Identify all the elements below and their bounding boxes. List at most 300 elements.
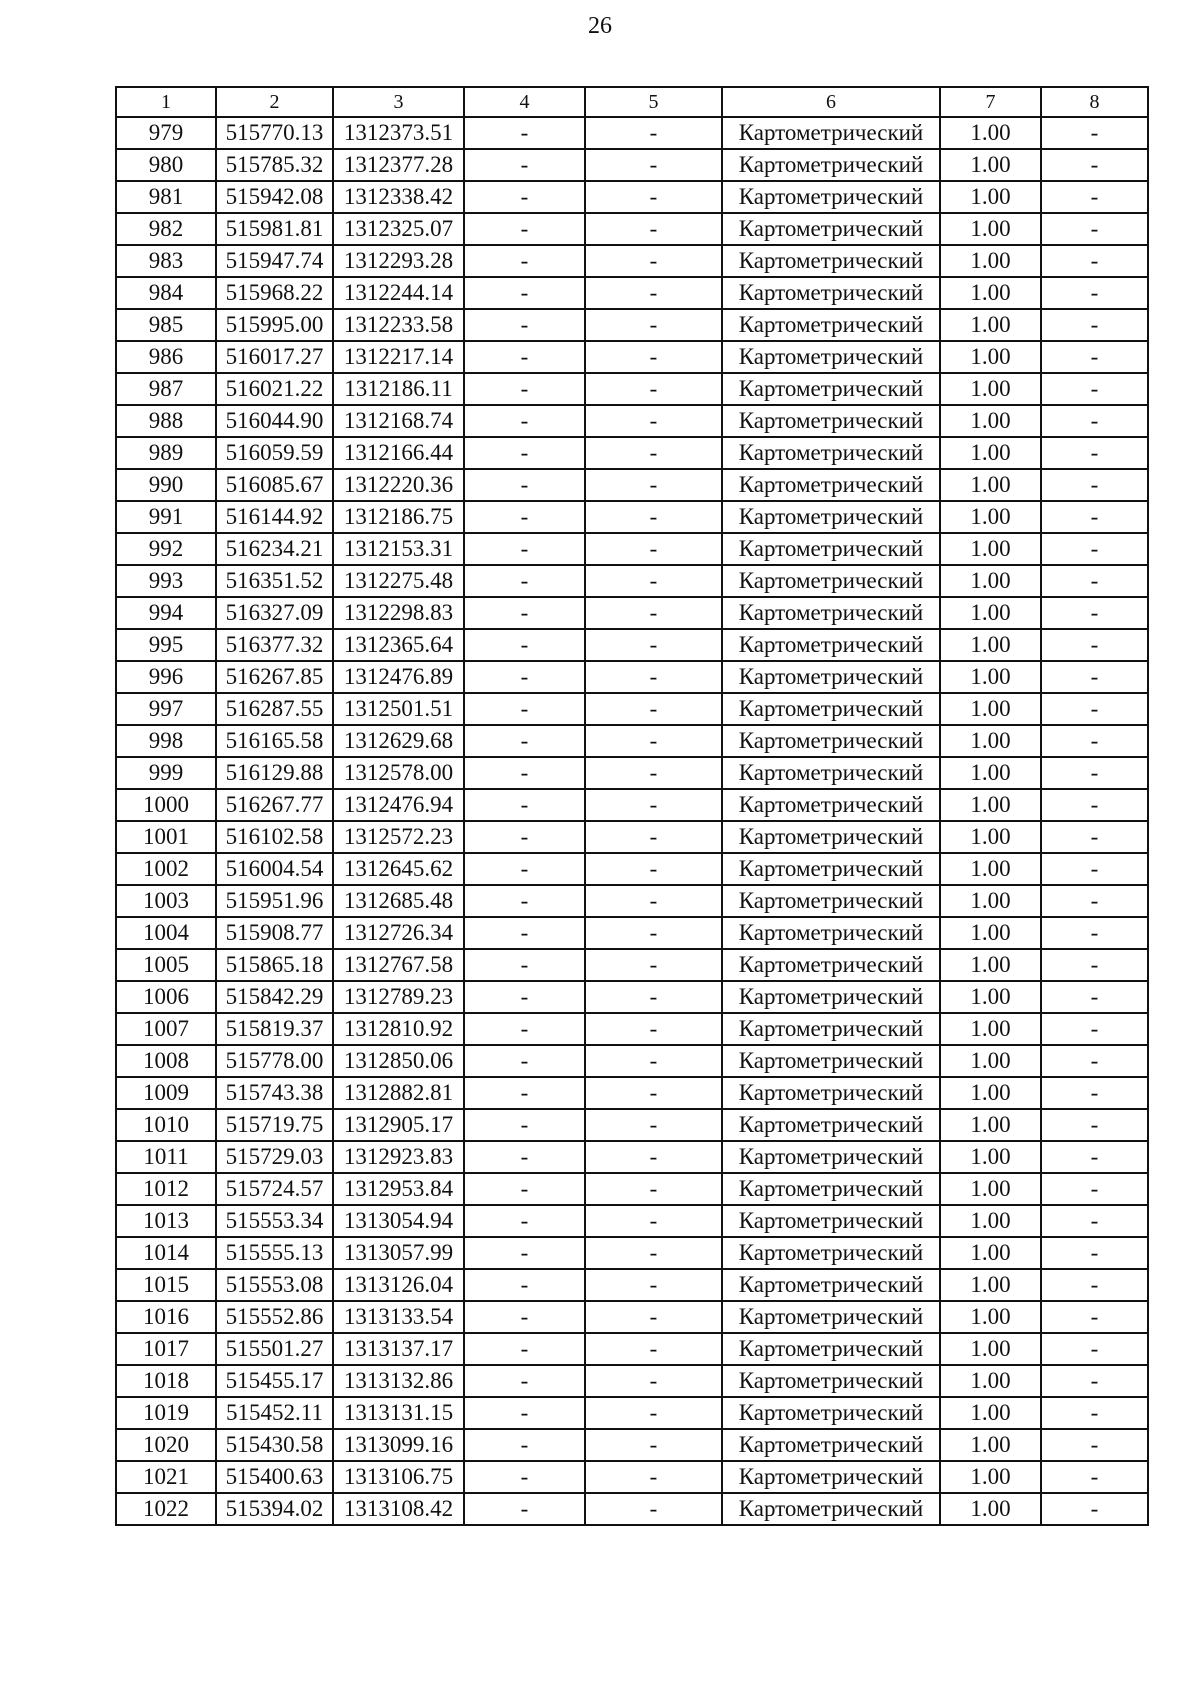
- cell-accuracy: 1.00: [940, 629, 1041, 661]
- cell-col-5: -: [585, 1173, 722, 1205]
- cell-col-5: -: [585, 405, 722, 437]
- cell-col-4: -: [464, 757, 585, 789]
- cell-method: Картометрический: [722, 533, 940, 565]
- cell-point-number: 990: [116, 469, 216, 501]
- table-row: [116, 629, 1148, 661]
- cell-col-5: -: [585, 341, 722, 373]
- cell-coord-x: 516085.67: [216, 469, 333, 501]
- cell-col-4: -: [464, 789, 585, 821]
- cell-point-number: 994: [116, 597, 216, 629]
- cell-coord-x: 515400.63: [216, 1461, 333, 1493]
- cell-coord-x: 516267.85: [216, 661, 333, 693]
- cell-point-number: 1004: [116, 917, 216, 949]
- cell-point-number: 986: [116, 341, 216, 373]
- cell-col-8: -: [1041, 1333, 1148, 1365]
- cell-col-8: -: [1041, 1077, 1148, 1109]
- cell-method: Картометрический: [722, 501, 940, 533]
- cell-col-4: -: [464, 341, 585, 373]
- cell-coord-x: 515981.81: [216, 213, 333, 245]
- cell-coord-x: 515552.86: [216, 1301, 333, 1333]
- cell-coord-y: 1313099.16: [333, 1429, 464, 1461]
- cell-col-4: -: [464, 373, 585, 405]
- cell-coord-x: 516351.52: [216, 565, 333, 597]
- cell-accuracy: 1.00: [940, 1397, 1041, 1429]
- cell-point-number: 1002: [116, 853, 216, 885]
- cell-col-4: -: [464, 437, 585, 469]
- cell-coord-y: 1312153.31: [333, 533, 464, 565]
- cell-coord-x: 515968.22: [216, 277, 333, 309]
- cell-coord-x: 515842.29: [216, 981, 333, 1013]
- cell-accuracy: 1.00: [940, 309, 1041, 341]
- cell-coord-y: 1312578.00: [333, 757, 464, 789]
- cell-col-8: -: [1041, 981, 1148, 1013]
- cell-coord-x: 515455.17: [216, 1365, 333, 1397]
- cell-col-8: -: [1041, 213, 1148, 245]
- cell-coord-y: 1312850.06: [333, 1045, 464, 1077]
- cell-col-5: -: [585, 181, 722, 213]
- cell-method: Картометрический: [722, 725, 940, 757]
- cell-col-8: -: [1041, 725, 1148, 757]
- cell-col-4: -: [464, 469, 585, 501]
- cell-accuracy: 1.00: [940, 373, 1041, 405]
- cell-accuracy: 1.00: [940, 1141, 1041, 1173]
- cell-accuracy: 1.00: [940, 1109, 1041, 1141]
- cell-point-number: 1021: [116, 1461, 216, 1493]
- column-header-3: 3: [333, 87, 464, 117]
- table-row: [116, 1045, 1148, 1077]
- cell-col-5: -: [585, 789, 722, 821]
- table-row: [116, 1109, 1148, 1141]
- cell-col-5: -: [585, 885, 722, 917]
- cell-method: Картометрический: [722, 1109, 940, 1141]
- cell-col-5: -: [585, 373, 722, 405]
- cell-col-8: -: [1041, 149, 1148, 181]
- cell-method: Картометрический: [722, 469, 940, 501]
- cell-col-4: -: [464, 277, 585, 309]
- cell-accuracy: 1.00: [940, 1077, 1041, 1109]
- cell-accuracy: 1.00: [940, 1333, 1041, 1365]
- cell-col-8: -: [1041, 1429, 1148, 1461]
- cell-method: Картометрический: [722, 1493, 940, 1525]
- cell-method: Картометрический: [722, 1013, 940, 1045]
- cell-col-8: -: [1041, 501, 1148, 533]
- cell-coord-x: 515819.37: [216, 1013, 333, 1045]
- table-row: [116, 117, 1148, 149]
- cell-col-8: -: [1041, 1141, 1148, 1173]
- cell-coord-x: 515555.13: [216, 1237, 333, 1269]
- cell-accuracy: 1.00: [940, 725, 1041, 757]
- cell-coord-x: 516059.59: [216, 437, 333, 469]
- cell-col-4: -: [464, 1365, 585, 1397]
- table-row: [116, 1333, 1148, 1365]
- cell-coord-y: 1313133.54: [333, 1301, 464, 1333]
- cell-col-4: -: [464, 981, 585, 1013]
- cell-accuracy: 1.00: [940, 1365, 1041, 1397]
- cell-coord-y: 1312166.44: [333, 437, 464, 469]
- cell-coord-y: 1313131.15: [333, 1397, 464, 1429]
- cell-accuracy: 1.00: [940, 1173, 1041, 1205]
- cell-method: Картометрический: [722, 1397, 940, 1429]
- column-header-8: 8: [1041, 87, 1148, 117]
- cell-col-4: -: [464, 1141, 585, 1173]
- cell-coord-x: 515452.11: [216, 1397, 333, 1429]
- cell-coord-x: 515501.27: [216, 1333, 333, 1365]
- cell-point-number: 998: [116, 725, 216, 757]
- table-row: [116, 149, 1148, 181]
- cell-coord-y: 1312186.11: [333, 373, 464, 405]
- cell-method: Картометрический: [722, 245, 940, 277]
- table-row: [116, 213, 1148, 245]
- cell-accuracy: 1.00: [940, 981, 1041, 1013]
- cell-point-number: 1005: [116, 949, 216, 981]
- table-row: [116, 1397, 1148, 1429]
- cell-col-4: -: [464, 1013, 585, 1045]
- cell-accuracy: 1.00: [940, 437, 1041, 469]
- table-row: [116, 1237, 1148, 1269]
- cell-col-5: -: [585, 757, 722, 789]
- cell-accuracy: 1.00: [940, 853, 1041, 885]
- cell-coord-x: 515778.00: [216, 1045, 333, 1077]
- cell-coord-x: 516267.77: [216, 789, 333, 821]
- cell-point-number: 980: [116, 149, 216, 181]
- cell-accuracy: 1.00: [940, 1301, 1041, 1333]
- cell-col-4: -: [464, 725, 585, 757]
- cell-coord-y: 1312923.83: [333, 1141, 464, 1173]
- table-header-row: [116, 87, 1148, 117]
- cell-col-8: -: [1041, 245, 1148, 277]
- cell-accuracy: 1.00: [940, 789, 1041, 821]
- cell-point-number: 995: [116, 629, 216, 661]
- cell-col-4: -: [464, 917, 585, 949]
- cell-col-8: -: [1041, 693, 1148, 725]
- table-row: [116, 245, 1148, 277]
- cell-point-number: 1020: [116, 1429, 216, 1461]
- cell-col-5: -: [585, 277, 722, 309]
- cell-accuracy: 1.00: [940, 501, 1041, 533]
- column-header-4: 4: [464, 87, 585, 117]
- cell-col-4: -: [464, 1109, 585, 1141]
- cell-coord-y: 1312905.17: [333, 1109, 464, 1141]
- cell-point-number: 1000: [116, 789, 216, 821]
- cell-coord-y: 1312953.84: [333, 1173, 464, 1205]
- cell-col-4: -: [464, 117, 585, 149]
- cell-method: Картометрический: [722, 629, 940, 661]
- cell-coord-x: 516102.58: [216, 821, 333, 853]
- cell-col-4: -: [464, 501, 585, 533]
- cell-method: Картометрический: [722, 149, 940, 181]
- cell-coord-y: 1312373.51: [333, 117, 464, 149]
- cell-col-4: -: [464, 661, 585, 693]
- cell-col-4: -: [464, 1077, 585, 1109]
- cell-col-8: -: [1041, 117, 1148, 149]
- cell-point-number: 1012: [116, 1173, 216, 1205]
- cell-method: Картометрический: [722, 885, 940, 917]
- cell-col-5: -: [585, 1077, 722, 1109]
- cell-col-8: -: [1041, 949, 1148, 981]
- cell-coord-x: 516044.90: [216, 405, 333, 437]
- cell-coord-y: 1312293.28: [333, 245, 464, 277]
- cell-col-4: -: [464, 1429, 585, 1461]
- cell-col-5: -: [585, 565, 722, 597]
- table-row: [116, 1365, 1148, 1397]
- cell-accuracy: 1.00: [940, 1205, 1041, 1237]
- cell-col-8: -: [1041, 853, 1148, 885]
- table-row: [116, 437, 1148, 469]
- cell-coord-x: 516021.22: [216, 373, 333, 405]
- cell-method: Картометрический: [722, 1365, 940, 1397]
- cell-coord-y: 1312882.81: [333, 1077, 464, 1109]
- cell-col-4: -: [464, 1045, 585, 1077]
- cell-accuracy: 1.00: [940, 693, 1041, 725]
- cell-col-5: -: [585, 629, 722, 661]
- cell-coord-y: 1312685.48: [333, 885, 464, 917]
- cell-col-4: -: [464, 181, 585, 213]
- cell-col-5: -: [585, 1333, 722, 1365]
- cell-coord-x: 515743.38: [216, 1077, 333, 1109]
- cell-coord-x: 515865.18: [216, 949, 333, 981]
- cell-method: Картометрический: [722, 1301, 940, 1333]
- cell-point-number: 981: [116, 181, 216, 213]
- cell-coord-x: 515729.03: [216, 1141, 333, 1173]
- cell-col-4: -: [464, 597, 585, 629]
- cell-method: Картометрический: [722, 117, 940, 149]
- cell-coord-y: 1312338.42: [333, 181, 464, 213]
- cell-col-4: -: [464, 1461, 585, 1493]
- table-row: [116, 1141, 1148, 1173]
- cell-point-number: 993: [116, 565, 216, 597]
- cell-coord-y: 1312629.68: [333, 725, 464, 757]
- cell-coord-y: 1313137.17: [333, 1333, 464, 1365]
- cell-col-5: -: [585, 917, 722, 949]
- cell-col-5: -: [585, 1109, 722, 1141]
- table-row: [116, 565, 1148, 597]
- cell-coord-x: 516129.88: [216, 757, 333, 789]
- cell-coord-y: 1313108.42: [333, 1493, 464, 1525]
- cell-accuracy: 1.00: [940, 821, 1041, 853]
- cell-method: Картометрический: [722, 373, 940, 405]
- cell-col-5: -: [585, 1461, 722, 1493]
- cell-point-number: 1008: [116, 1045, 216, 1077]
- cell-col-8: -: [1041, 757, 1148, 789]
- column-header-6: 6: [722, 87, 940, 117]
- cell-coord-y: 1312572.23: [333, 821, 464, 853]
- coordinates-table: [115, 86, 1149, 1526]
- cell-point-number: 1013: [116, 1205, 216, 1237]
- cell-point-number: 989: [116, 437, 216, 469]
- cell-col-5: -: [585, 661, 722, 693]
- cell-method: Картометрический: [722, 1045, 940, 1077]
- cell-coord-y: 1313057.99: [333, 1237, 464, 1269]
- cell-coord-y: 1312476.94: [333, 789, 464, 821]
- cell-point-number: 996: [116, 661, 216, 693]
- cell-coord-y: 1312501.51: [333, 693, 464, 725]
- cell-accuracy: 1.00: [940, 1013, 1041, 1045]
- cell-point-number: 999: [116, 757, 216, 789]
- table-body: [116, 117, 1148, 1525]
- cell-accuracy: 1.00: [940, 469, 1041, 501]
- cell-col-8: -: [1041, 1461, 1148, 1493]
- cell-coord-x: 515908.77: [216, 917, 333, 949]
- table-row: [116, 1301, 1148, 1333]
- cell-method: Картометрический: [722, 405, 940, 437]
- cell-accuracy: 1.00: [940, 245, 1041, 277]
- cell-col-8: -: [1041, 1205, 1148, 1237]
- table-row: [116, 885, 1148, 917]
- cell-point-number: 985: [116, 309, 216, 341]
- cell-point-number: 1007: [116, 1013, 216, 1045]
- cell-coord-y: 1312645.62: [333, 853, 464, 885]
- cell-coord-x: 515995.00: [216, 309, 333, 341]
- cell-accuracy: 1.00: [940, 341, 1041, 373]
- cell-point-number: 983: [116, 245, 216, 277]
- cell-col-8: -: [1041, 1301, 1148, 1333]
- cell-col-5: -: [585, 501, 722, 533]
- cell-method: Картометрический: [722, 1173, 940, 1205]
- cell-col-4: -: [464, 213, 585, 245]
- cell-col-4: -: [464, 1237, 585, 1269]
- cell-coord-y: 1312377.28: [333, 149, 464, 181]
- column-header-7: 7: [940, 87, 1041, 117]
- table-row: [116, 1173, 1148, 1205]
- cell-col-5: -: [585, 853, 722, 885]
- cell-coord-x: 515719.75: [216, 1109, 333, 1141]
- cell-coord-y: 1313106.75: [333, 1461, 464, 1493]
- cell-accuracy: 1.00: [940, 885, 1041, 917]
- cell-accuracy: 1.00: [940, 213, 1041, 245]
- cell-method: Картометрический: [722, 1461, 940, 1493]
- cell-method: Картометрический: [722, 981, 940, 1013]
- cell-coord-x: 515430.58: [216, 1429, 333, 1461]
- cell-col-8: -: [1041, 629, 1148, 661]
- cell-accuracy: 1.00: [940, 757, 1041, 789]
- cell-col-4: -: [464, 405, 585, 437]
- cell-accuracy: 1.00: [940, 1045, 1041, 1077]
- cell-accuracy: 1.00: [940, 405, 1041, 437]
- cell-col-8: -: [1041, 597, 1148, 629]
- cell-col-8: -: [1041, 885, 1148, 917]
- cell-col-4: -: [464, 565, 585, 597]
- cell-coord-x: 515942.08: [216, 181, 333, 213]
- cell-col-8: -: [1041, 405, 1148, 437]
- cell-coord-y: 1313126.04: [333, 1269, 464, 1301]
- cell-coord-x: 516327.09: [216, 597, 333, 629]
- table-row: [116, 533, 1148, 565]
- table-row: [116, 917, 1148, 949]
- cell-accuracy: 1.00: [940, 1461, 1041, 1493]
- cell-point-number: 1003: [116, 885, 216, 917]
- table-row: [116, 405, 1148, 437]
- cell-point-number: 984: [116, 277, 216, 309]
- cell-method: Картометрический: [722, 757, 940, 789]
- cell-coord-y: 1312233.58: [333, 309, 464, 341]
- cell-coord-y: 1312767.58: [333, 949, 464, 981]
- cell-coord-x: 516144.92: [216, 501, 333, 533]
- cell-coord-y: 1312220.36: [333, 469, 464, 501]
- table-row: [116, 501, 1148, 533]
- table-row: [116, 373, 1148, 405]
- column-header-1: 1: [116, 87, 216, 117]
- cell-method: Картометрический: [722, 949, 940, 981]
- cell-coord-y: 1312365.64: [333, 629, 464, 661]
- cell-col-8: -: [1041, 341, 1148, 373]
- cell-col-8: -: [1041, 533, 1148, 565]
- cell-point-number: 988: [116, 405, 216, 437]
- cell-coord-x: 515394.02: [216, 1493, 333, 1525]
- cell-method: Картометрический: [722, 661, 940, 693]
- cell-accuracy: 1.00: [940, 1429, 1041, 1461]
- cell-col-4: -: [464, 309, 585, 341]
- cell-accuracy: 1.00: [940, 565, 1041, 597]
- cell-col-4: -: [464, 693, 585, 725]
- cell-coord-x: 515553.34: [216, 1205, 333, 1237]
- cell-col-5: -: [585, 725, 722, 757]
- cell-col-4: -: [464, 1333, 585, 1365]
- cell-method: Картометрический: [722, 1077, 940, 1109]
- cell-col-4: -: [464, 821, 585, 853]
- table-row: [116, 853, 1148, 885]
- cell-point-number: 1006: [116, 981, 216, 1013]
- cell-method: Картометрический: [722, 853, 940, 885]
- cell-col-5: -: [585, 597, 722, 629]
- table-row: [116, 661, 1148, 693]
- cell-col-8: -: [1041, 1269, 1148, 1301]
- table-row: [116, 597, 1148, 629]
- table-row: [116, 1461, 1148, 1493]
- cell-col-5: -: [585, 1397, 722, 1429]
- table-row: [116, 277, 1148, 309]
- cell-coord-x: 516377.32: [216, 629, 333, 661]
- cell-point-number: 1022: [116, 1493, 216, 1525]
- cell-col-4: -: [464, 1301, 585, 1333]
- table-row: [116, 981, 1148, 1013]
- table-row: [116, 1269, 1148, 1301]
- cell-col-4: -: [464, 1205, 585, 1237]
- table-row: [116, 821, 1148, 853]
- cell-point-number: 991: [116, 501, 216, 533]
- cell-point-number: 1001: [116, 821, 216, 853]
- cell-method: Картометрический: [722, 277, 940, 309]
- cell-coord-x: 515724.57: [216, 1173, 333, 1205]
- cell-col-4: -: [464, 245, 585, 277]
- cell-col-5: -: [585, 213, 722, 245]
- cell-method: Картометрический: [722, 1269, 940, 1301]
- cell-accuracy: 1.00: [940, 661, 1041, 693]
- cell-point-number: 992: [116, 533, 216, 565]
- cell-point-number: 1016: [116, 1301, 216, 1333]
- cell-coord-y: 1312789.23: [333, 981, 464, 1013]
- cell-col-5: -: [585, 1429, 722, 1461]
- table-row: [116, 949, 1148, 981]
- cell-col-8: -: [1041, 373, 1148, 405]
- cell-point-number: 982: [116, 213, 216, 245]
- cell-col-4: -: [464, 1493, 585, 1525]
- cell-method: Картометрический: [722, 789, 940, 821]
- cell-coord-x: 515770.13: [216, 117, 333, 149]
- cell-col-5: -: [585, 1237, 722, 1269]
- cell-col-8: -: [1041, 309, 1148, 341]
- cell-col-5: -: [585, 1141, 722, 1173]
- cell-col-5: -: [585, 437, 722, 469]
- cell-col-5: -: [585, 1013, 722, 1045]
- cell-point-number: 1015: [116, 1269, 216, 1301]
- cell-accuracy: 1.00: [940, 181, 1041, 213]
- cell-col-8: -: [1041, 1173, 1148, 1205]
- cell-accuracy: 1.00: [940, 917, 1041, 949]
- cell-coord-y: 1312217.14: [333, 341, 464, 373]
- cell-col-8: -: [1041, 437, 1148, 469]
- cell-coord-x: 515553.08: [216, 1269, 333, 1301]
- cell-col-5: -: [585, 1301, 722, 1333]
